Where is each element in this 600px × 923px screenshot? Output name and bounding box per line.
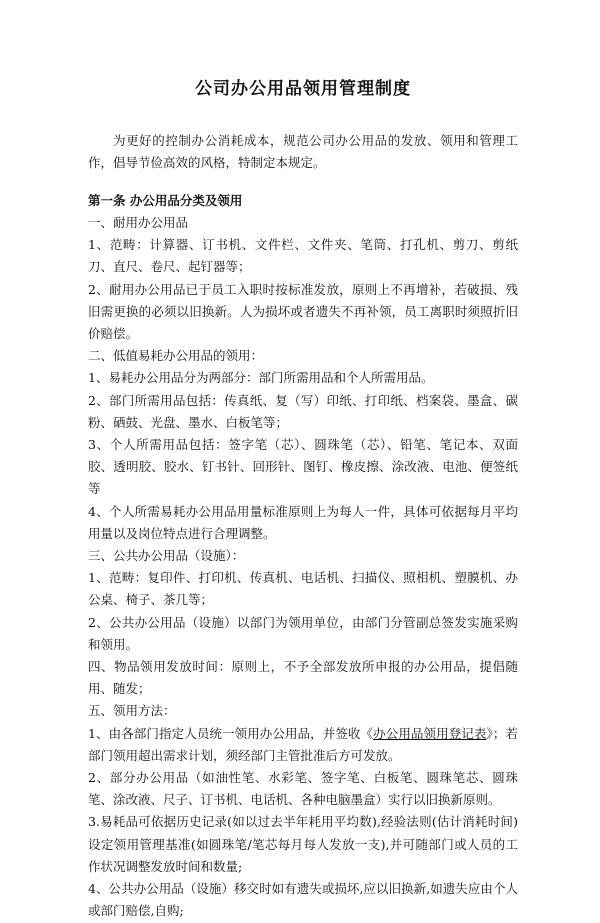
consumable-item-2: 2、部门所需用品包括：传真纸、复（写）印纸、打印纸、档案袋、墨盒、碳粉、硒鼓、光盘、墨水、白板笔等； <box>88 392 518 430</box>
method-item-1-text-after: 》；若部门领用超出需求计划，须经部门主管批准后方可发放。 <box>88 725 518 763</box>
consumable-item-4: 4、个人所需易耗办公用品用量标准原则上为每人一件，具体可依据每月平均用量以及岗位特点进行合理调整。 <box>88 503 518 541</box>
article-1-heading: 第一条 办公用品分类及领用 <box>88 193 243 208</box>
public-item-1: 1、范畴：复印件、打印机、传真机、电话机、扫描仪、照相机、塑膜机、办公桌、椅子、茶几等； <box>88 570 518 608</box>
consumable-item-3: 3、个人所需用品包括：签字笔（芯）、圆珠笔（芯）、铅笔、笔记本、双面胶、透明胶、胶水、钉书针、回形针、图钉、橡皮擦、涂改液、电池、便签纸等 <box>88 437 518 497</box>
document-title: 公司办公用品领用管理制度 <box>195 79 411 99</box>
section-method-heading: 五、领用方法： <box>88 703 176 719</box>
section-distribution-time: 四、物品领用发放时间：原则上，不予全部发放所申报的办公用品，提倡随用、随发； <box>88 659 518 697</box>
method-item-1-text-before: 1、由各部门指定人员统一领用办公用品，并签收《 <box>88 725 374 741</box>
method-item-4: 4、公共办公用品（设施）移交时如有遗失或损坏,应以旧换新,如遗失应由个人或部门赔偿,自购; <box>88 881 518 919</box>
registration-form-link[interactable]: 办公用品领用登记表 <box>373 725 487 741</box>
public-item-2: 2、公共办公用品（设施）以部门为领用单位，由部门分管副总签发实施采购和领用。 <box>88 614 518 652</box>
section-public-heading: 三、公共办公用品（设施）： <box>88 548 245 564</box>
durable-item-1: 1、范畴：计算器、订书机、文件栏、文件夹、笔筒、打孔机、剪刀、剪纸刀、直尺、卷尺、起钉器等； <box>88 237 518 275</box>
consumable-item-1: 1、易耗办公用品分为两部分：部门所需用品和个人所需用品。 <box>88 370 434 386</box>
durable-item-2: 2、耐用办公用品已于员工入职时按标准发放，原则上不再增补，若破损、残旧需更换的必须以旧换新。人为损坏或者遗失不再补领，员工离职时须照折旧价赔偿。 <box>88 281 518 342</box>
intro-paragraph: 为更好的控制办公消耗成本，规范公司办公用品的发放、领用和管理工作，倡导节俭高效的风格，特制定本规定。 <box>88 133 518 170</box>
section-durable-heading: 一、耐用办公用品 <box>88 215 189 230</box>
method-item-3: 3.易耗品可依据历史记录(如以过去半年耗用平均数),经验法则(估计消耗时间)设定领用管理基准(如圆珠笔/笔芯每月每人发放一支),并可随部门或人员的工作状况调整发放时间和数量; <box>88 814 518 874</box>
method-item-1 <box>88 723 518 767</box>
article-1-body <box>88 212 518 923</box>
section-consumable-heading: 二、低值易耗办公用品的领用： <box>88 348 264 364</box>
method-item-2: 2、部分办公用品（如油性笔、水彩笔、签字笔、白板笔、圆珠笔芯、圆珠笔、涂改液、尺子、订书机、电话机、各种电脑墨盒）实行以旧换新原则。 <box>88 770 518 808</box>
